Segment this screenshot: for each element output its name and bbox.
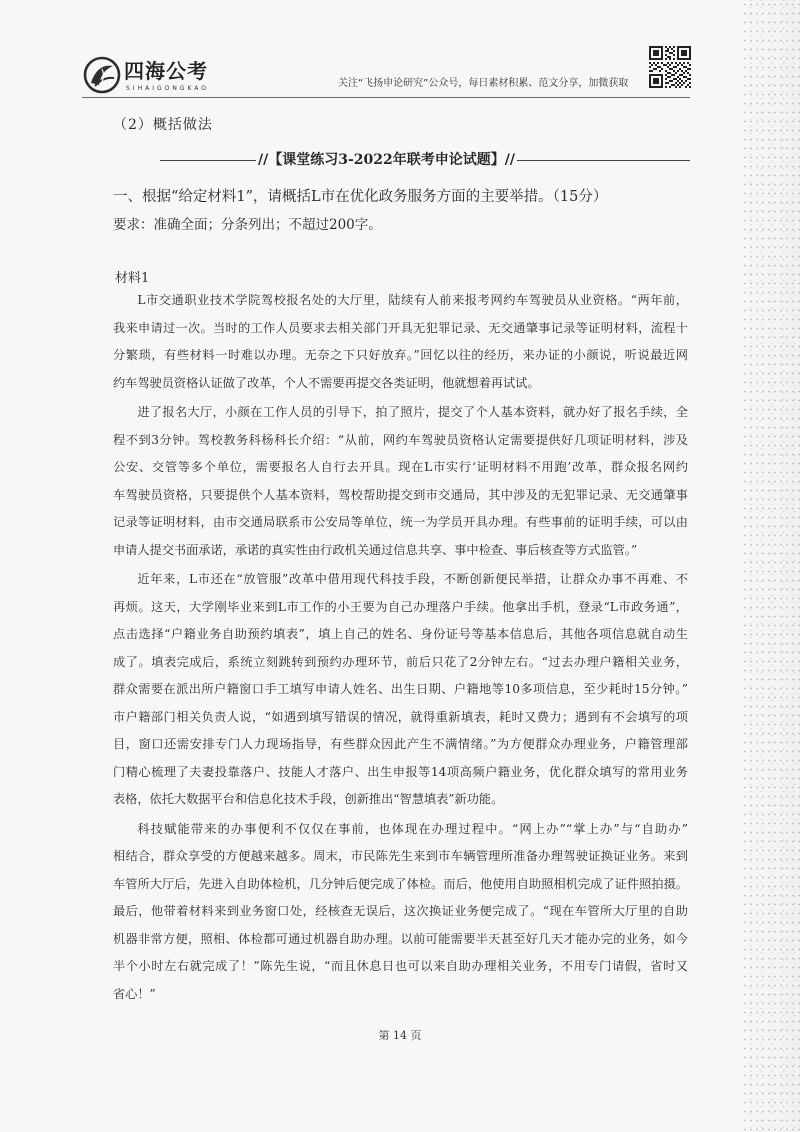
material-label: 材料1 <box>115 271 150 286</box>
paragraph-line: 最后，他带着材料来到业务窗口处，经核查无误后，这次换证业务便完成了。“现在车管所大厅里的自助 <box>113 904 688 918</box>
header-notice: 关注“飞扬申论研究”公众号，每日素材积累、范文分享，加微获取 <box>338 78 629 89</box>
material-paragraph <box>113 566 688 814</box>
paragraph-line: 省心！” <box>113 986 156 1001</box>
paragraph-line: 成了。填表完成后，系统立刻跳转到预约办理环节，前后只花了2分钟左右。“过去办理户籍相关业务， <box>113 654 688 669</box>
paragraph-line: 我来申请过一次。当时的工作人员要求去相关部门开具无犯罪记录、无交通肇事记录等证明材料，流程十 <box>113 320 688 335</box>
exercise-title <box>160 150 690 170</box>
scan-edge-noise <box>742 0 800 1132</box>
paragraph-line: 公安、交管等多个单位，需要报名人自行去开具。现在L市实行‘证明材料不用跑’改革，群众报名网约 <box>113 460 688 474</box>
paragraph-line: 程不到3分钟。驾校教务科杨科长介绍：“从前，网约车驾驶员资格认定需要提供好几项证明材料，涉及 <box>113 432 688 447</box>
question-requirement: 要求：准确全面；分条列出；不超过200字。 <box>113 217 382 233</box>
paragraph-line: 申请人提交书面承诺，承诺的真实性由行政机关通过信息共享、事中检查、事后核查等方式监管。” <box>113 542 638 557</box>
paragraph-line: 相结合，群众享受的方便越来越多。周末，市民陈先生来到市车辆管理所准备办理驾驶证换证业务。来到 <box>113 849 688 863</box>
material-paragraph <box>113 287 688 397</box>
material-body <box>113 287 688 1008</box>
material-paragraph <box>113 816 688 1009</box>
brand-pinyin: SIHAIGONGKAO <box>126 85 210 92</box>
paragraph-line: 目，窗口还需安排专门人力现场指导，有些群众因此产生不满情绪。”为方便群众办理业务，户籍管理部 <box>113 737 688 751</box>
question-prompt: 一、根据“给定材料1”，请概括L市在优化政务服务方面的主要举措。（15分） <box>113 189 608 205</box>
paragraph-line: 进了报名大厅，小颜在工作人员的引导下，拍了照片，提交了个人基本资料，就办好了报名手续，全 <box>137 405 688 419</box>
paragraph-line: 近年来，L市还在“放管服”改革中借用现代科技手段，不断创新便民举措，让群众办事不再难、不 <box>137 572 688 586</box>
paragraph-line: 市户籍部门相关负责人说，“如遇到填写错误的情况，就得重新填表，耗时又费力；遇到有不会填写的项 <box>113 709 688 724</box>
paragraph-line: 约车驾驶员资格认证做了改革，个人不需要再提交各类证明，他就想着再试试。 <box>113 375 540 390</box>
title-rule-right <box>517 160 690 161</box>
paragraph-line: L市交通职业技术学院驾校报名处的大厅里，陆续有人前来报考网约车驾驶员从业资格。“两年前， <box>137 293 688 307</box>
paragraph-line: 群众需要在派出所户籍窗口手工填写申请人姓名、出生日期、户籍地等10多项信息，至少耗时15分钟。” <box>113 682 688 696</box>
paragraph-line: 半个小时左右就完成了！”陈先生说，“而且休息日也可以来自助办理相关业务，不用专门请假，省时又 <box>113 959 688 973</box>
paragraph-line: 门精心梳理了夫妻投靠落户、技能人才落户、出生申报等14项高频户籍业务，优化群众填写的常用业务 <box>113 764 688 779</box>
material-paragraph <box>113 399 688 564</box>
qr-code <box>649 46 691 88</box>
exercise-title-text: //【课堂练习3-2022年联考申论试题】// <box>258 152 515 168</box>
header-divider <box>82 97 690 98</box>
section-title: （2）概括做法 <box>113 117 213 133</box>
paragraph-line: 科技赋能带来的办事便利不仅仅在事前，也体现在办理过程中。“网上办”“掌上办”与“自助办” <box>137 821 688 836</box>
paragraph-line: 点击选择“户籍业务自助预约填表”，填上自己的姓名、身份证号等基本信息后，其他各项信息就自动生 <box>113 627 688 641</box>
paragraph-line: 机器非常方便，照相、体检都可通过机器自助办理。以前可能需要半天甚至好几天才能办完的业务，如今 <box>113 931 688 946</box>
page-number: 第 14 页 <box>378 1029 422 1042</box>
paragraph-line: 分繁琐，有些材料一时难以办理。无奈之下只好放弃。”回忆以往的经历，来办证的小颜说，听说最近网 <box>113 348 688 362</box>
brand-name: 四海公考 <box>124 59 208 83</box>
paragraph-line: 车驾驶员资格，只要提供个人基本资料，驾校帮助提交到市交通局，其中涉及的无犯罪记录、无交通肇事 <box>113 487 688 502</box>
paragraph-line: 表格，依托大数据平台和信息化技术手段，创新推出“智慧填表”新功能。 <box>113 792 504 806</box>
paragraph-line: 车管所大厅后，先进入自助体检机，几分钟后便完成了体检。而后，他使用自助照相机完成了证件照拍摄。 <box>113 876 688 891</box>
paragraph-line: 再烦。这天，大学刚毕业来到L市工作的小王要为自己办理落户手续。他拿出手机，登录“L市政务通”， <box>113 599 688 614</box>
sihai-logo-icon <box>82 55 122 95</box>
paragraph-line: 记录等证明材料，由市交通局联系市公安局等单位，统一为学员开具办理。有些事前的证明手续，可以由 <box>113 515 688 529</box>
title-rule-left <box>160 160 256 161</box>
